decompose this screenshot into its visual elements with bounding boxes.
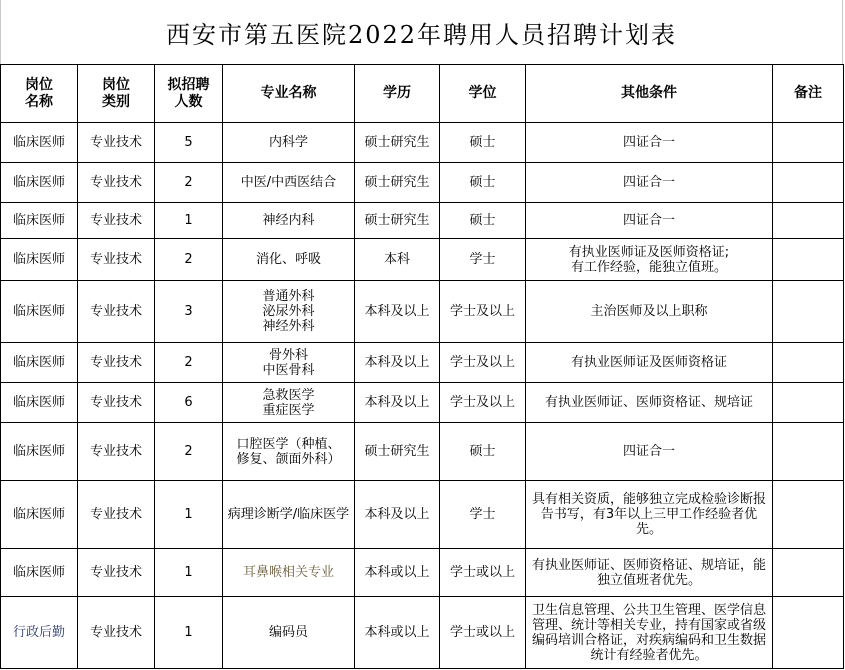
cell-remarks — [773, 203, 844, 239]
cell-planned-count: 1 — [155, 481, 223, 549]
header-degree: 学位 — [440, 65, 526, 123]
cell-major: 神经内科 — [223, 203, 355, 239]
cell-remarks — [773, 239, 844, 281]
cell-degree: 学士及以上 — [440, 383, 526, 423]
table-row — [1, 383, 844, 423]
cell-position-type: 专业技术 — [78, 239, 155, 281]
cell-position-name: 临床医师 — [1, 123, 78, 163]
cell-major: 内科学 — [223, 123, 355, 163]
cell-planned-count: 2 — [155, 163, 223, 203]
cell-major: 普通外科 泌尿外科 神经外科 — [223, 281, 355, 343]
cell-education: 本科及以上 — [355, 481, 440, 549]
cell-education: 本科 — [355, 239, 440, 281]
cell-position-name: 临床医师 — [1, 163, 78, 203]
cell-degree: 硕士 — [440, 203, 526, 239]
cell-education: 硕士研究生 — [355, 123, 440, 163]
cell-education: 本科或以上 — [355, 549, 440, 597]
cell-position-name: 临床医师 — [1, 203, 78, 239]
cell-major: 中医/中西医结合 — [223, 163, 355, 203]
cell-position-type: 专业技术 — [78, 123, 155, 163]
cell-position-type: 专业技术 — [78, 343, 155, 383]
sheet-title: 西安市第五医院2022年聘用人员招聘计划表 — [0, 0, 843, 64]
cell-education: 本科及以上 — [355, 281, 440, 343]
cell-degree: 学士或以上 — [440, 549, 526, 597]
header-position-name: 岗位 名称 — [1, 65, 78, 123]
cell-planned-count: 5 — [155, 123, 223, 163]
cell-degree: 学士或以上 — [440, 597, 526, 669]
cell-planned-count: 1 — [155, 549, 223, 597]
cell-remarks — [773, 123, 844, 163]
cell-planned-count: 6 — [155, 383, 223, 423]
cell-education: 硕士研究生 — [355, 423, 440, 481]
table-row — [1, 163, 844, 203]
cell-major: 骨外科 中医骨科 — [223, 343, 355, 383]
cell-planned-count: 2 — [155, 239, 223, 281]
cell-position-type: 专业技术 — [78, 481, 155, 549]
cell-position-name: 临床医师 — [1, 281, 78, 343]
cell-position-name: 行政后勤 — [1, 597, 78, 669]
cell-degree: 硕士 — [440, 123, 526, 163]
cell-degree: 学士 — [440, 239, 526, 281]
cell-remarks — [773, 549, 844, 597]
cell-remarks — [773, 597, 844, 669]
cell-other-conditions: 有执业医师证、医师资格证、规培证，能独立值班者优先。 — [526, 549, 773, 597]
header-major: 专业名称 — [223, 65, 355, 123]
cell-planned-count: 3 — [155, 281, 223, 343]
cell-planned-count: 2 — [155, 423, 223, 481]
cell-other-conditions: 四证合一 — [526, 423, 773, 481]
table-row — [1, 549, 844, 597]
cell-degree: 硕士 — [440, 423, 526, 481]
cell-position-type: 专业技术 — [78, 597, 155, 669]
cell-position-type: 专业技术 — [78, 203, 155, 239]
cell-major: 耳鼻喉相关专业 — [223, 549, 355, 597]
cell-other-conditions: 有执业医师证、医师资格证、规培证 — [526, 383, 773, 423]
cell-degree: 学士及以上 — [440, 343, 526, 383]
cell-planned-count: 1 — [155, 203, 223, 239]
cell-major: 急救医学 重症医学 — [223, 383, 355, 423]
cell-remarks — [773, 281, 844, 343]
cell-position-name: 临床医师 — [1, 383, 78, 423]
table-row — [1, 123, 844, 163]
cell-other-conditions: 有执业医师证及医师资格证; 有工作经验，能独立值班。 — [526, 239, 773, 281]
cell-other-conditions: 主治医师及以上职称 — [526, 281, 773, 343]
table-row — [1, 239, 844, 281]
cell-position-type: 专业技术 — [78, 281, 155, 343]
cell-other-conditions: 有执业医师证及医师资格证 — [526, 343, 773, 383]
cell-major: 消化、呼吸 — [223, 239, 355, 281]
header-other-conditions: 其他条件 — [526, 65, 773, 123]
cell-remarks — [773, 163, 844, 203]
cell-position-name: 临床医师 — [1, 423, 78, 481]
cell-other-conditions: 四证合一 — [526, 163, 773, 203]
cell-position-type: 专业技术 — [78, 549, 155, 597]
cell-position-type: 专业技术 — [78, 163, 155, 203]
header-position-type: 岗位 类别 — [78, 65, 155, 123]
cell-education: 本科及以上 — [355, 383, 440, 423]
cell-major: 口腔医学（种植、 修复、颌面外科） — [223, 423, 355, 481]
cell-other-conditions: 四证合一 — [526, 123, 773, 163]
cell-other-conditions: 卫生信息管理、公共卫生管理、医学信息管理、统计等相关专业，持有国家或省级编码培训合格证，对疾病编码和卫生数据统计有经验者优先。 — [526, 597, 773, 669]
header-planned-count: 拟招聘 人数 — [155, 65, 223, 123]
cell-major: 编码员 — [223, 597, 355, 669]
header-education: 学历 — [355, 65, 440, 123]
cell-education: 硕士研究生 — [355, 163, 440, 203]
cell-position-name: 临床医师 — [1, 481, 78, 549]
header-remarks: 备注 — [773, 65, 844, 123]
cell-position-name: 临床医师 — [1, 549, 78, 597]
cell-position-name: 临床医师 — [1, 239, 78, 281]
cell-remarks — [773, 383, 844, 423]
cell-planned-count: 1 — [155, 597, 223, 669]
cell-degree: 学士及以上 — [440, 281, 526, 343]
cell-position-type: 专业技术 — [78, 423, 155, 481]
table-row — [1, 281, 844, 343]
cell-planned-count: 2 — [155, 343, 223, 383]
cell-remarks — [773, 343, 844, 383]
cell-other-conditions: 四证合一 — [526, 203, 773, 239]
header-row — [1, 65, 844, 123]
cell-remarks — [773, 481, 844, 549]
cell-major: 病理诊断学/临床医学 — [223, 481, 355, 549]
table-row — [1, 597, 844, 669]
cell-position-type: 专业技术 — [78, 383, 155, 423]
cell-position-name: 临床医师 — [1, 343, 78, 383]
cell-education: 本科或以上 — [355, 597, 440, 669]
table-row — [1, 481, 844, 549]
cell-education: 本科及以上 — [355, 343, 440, 383]
cell-other-conditions: 具有相关资质，能够独立完成检验诊断报告书写，有3年以上三甲工作经验者优先。 — [526, 481, 773, 549]
cell-degree: 硕士 — [440, 163, 526, 203]
cell-remarks — [773, 423, 844, 481]
cell-education: 硕士研究生 — [355, 203, 440, 239]
table-row — [1, 203, 844, 239]
recruitment-plan-table — [0, 64, 844, 669]
table-row — [1, 423, 844, 481]
table-row — [1, 343, 844, 383]
cell-degree: 学士 — [440, 481, 526, 549]
